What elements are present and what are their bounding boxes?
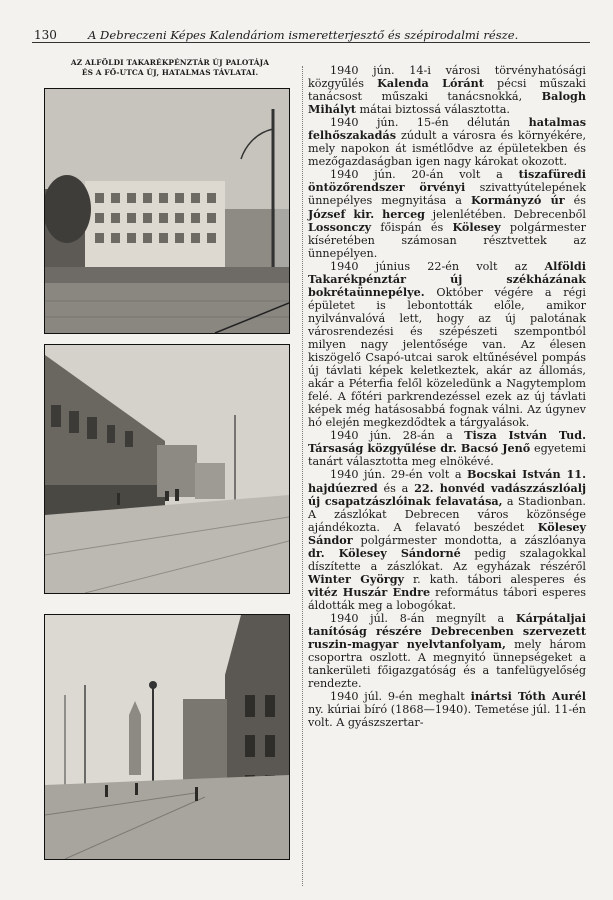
entry-bold-text: Kormányzó úr bbox=[470, 193, 565, 208]
entry-text: zúdult a városra és környékére, mely napokon át ismétlődve az épületekben és mezőgazdaságban igen nagy károkat okozott. bbox=[308, 129, 586, 169]
photo-main-street bbox=[44, 344, 290, 594]
entry-bold-text: Kölesey Sándor bbox=[308, 519, 586, 547]
entry-bold-text: vitéz Huszár Endre bbox=[308, 584, 431, 599]
entry-bold-text: inártsi Tóth Aurél bbox=[470, 689, 586, 704]
entry-text: 1940 jún. 15-én délután bbox=[330, 116, 529, 130]
entry-text: 1940 jún. 29-én volt a bbox=[330, 468, 467, 482]
entry-bold-text: Alföldi Takarékpénztár új székházának bokrétaünnepélye. bbox=[308, 258, 586, 299]
chronicle-entry bbox=[308, 168, 586, 259]
entry-bold-text: Tisza István Tud. Társaság közgyűlése dr. Bacsó Jenő bbox=[308, 428, 586, 456]
entry-text: és bbox=[564, 194, 586, 208]
photo-caption-line-1: AZ ALFÖLDI TAKARÉKPÉNZTÁR ÚJ PALOTÁJA bbox=[70, 58, 270, 67]
chronicle-entry bbox=[308, 612, 586, 690]
entry-text: ny. kúriai bíró (1868—1940). Temetése júl. 11-én volt. A gyászszertar- bbox=[308, 703, 586, 730]
entry-text: 1940 júl. 8-án megnyílt a bbox=[330, 611, 516, 625]
chronicle-entries bbox=[308, 64, 586, 729]
chronicle-entry bbox=[308, 690, 586, 729]
entry-bold-text: Bocskai István 11. hajdúezred bbox=[308, 467, 586, 495]
entry-text: Október végére a régi épületet is lebontották előle, amikor nyilvánvalóvá lett, hogy az új palotának városrendezési és szépészeti szempontból milyen nagy jelentősége van. Az élesen kiszögelő Csapó-utcai sarok eltűnésével pompás új távlati képek keletkeztek, akár az állomás, akár a Péterfia felől közeledünk a Nagytemplom felé. A főtéri parkrendezéssel ezek az új távlati képek még hatásosabbá fognak válni. Az úgynev hó elején megkezdődtek a tárgyalások. bbox=[308, 285, 586, 430]
entry-bold-text: Balogh Mihályt bbox=[308, 89, 586, 117]
entry-text: 1940 június 22-én volt az bbox=[330, 259, 545, 273]
page-number: 130 bbox=[34, 28, 57, 42]
entry-text: főispán és bbox=[371, 220, 453, 234]
photo-new-palace bbox=[44, 88, 290, 334]
entry-bold-text: hatalmas felhőszakadás bbox=[308, 115, 586, 143]
entry-text: református tábori esperes áldották meg a lobogókat. bbox=[308, 585, 586, 612]
entry-bold-text: Kárpátaljai tanítóság részére Debrecenben szervezett ruszin-magyar nyelvtanfolyam, bbox=[308, 610, 586, 652]
entry-bold-text: Winter György bbox=[308, 571, 405, 586]
entry-text: a Stadionban. A zászlókat Debrecen város közönsége ajándékozta. A felavató beszédet bbox=[308, 494, 586, 534]
entry-text: polgármester mondotta, a zászlóanya bbox=[352, 533, 586, 547]
entry-text: 1940 jún. 20-án volt a bbox=[330, 168, 519, 182]
entry-bold-text: József kir. herceg bbox=[308, 206, 426, 221]
photo-column bbox=[44, 58, 296, 78]
entry-text: mely három csoportra oszlott. A megnyitó ünnepségeket a tankerületi főigazgatóság és a tanfelügyelőség rendezte. bbox=[308, 638, 586, 691]
entry-bold-text: 22. honvéd vadászzászlóalj új csapatzászlóinak felavatása, bbox=[308, 480, 586, 508]
entry-text: 1940 jún. 14-i városi törvényhatósági közgyűlés bbox=[308, 64, 586, 91]
entry-text: szivattyútelepének ünnepélyes megnyitása a bbox=[308, 181, 586, 208]
entry-text: polgármester kíséretében számosan résztvettek az ünnepélyen. bbox=[308, 220, 586, 260]
entry-text: pécsi műszaki tanácsost műszaki tanácsnokká, bbox=[308, 77, 587, 104]
entry-text: egyetemi tanárt választotta meg elnökévé. bbox=[308, 442, 586, 469]
photo-street-with-lamps bbox=[44, 614, 290, 860]
entry-text: jelenlétében. Debrecenből bbox=[425, 207, 586, 221]
chronicle-entry bbox=[308, 116, 586, 168]
chronicle-entry bbox=[308, 260, 586, 430]
entry-text: 1940 jún. 28-án a bbox=[330, 429, 465, 443]
entry-text: r. kath. tábori alesperes és bbox=[404, 572, 586, 586]
running-title: A Debreczeni Képes Kalendáriom ismeretterjesztő és szépirodalmi része. bbox=[88, 28, 519, 42]
entry-bold-text: Kölesey bbox=[452, 219, 501, 234]
entry-bold-text: dr. Kölesey Sándorné bbox=[308, 545, 461, 560]
photo-caption-line-2: ÉS A FŐ-UTCA ÚJ, HATALMAS TÁVLATAI. bbox=[81, 68, 259, 77]
entry-bold-text: Lossonczy bbox=[308, 219, 372, 234]
entry-bold-text: Kalenda Lóránt bbox=[377, 76, 484, 91]
column-divider bbox=[302, 66, 303, 886]
chronicle-entry bbox=[308, 64, 586, 116]
entry-text: pedig szalagokkal díszítette a zászlókat. Az egyházak részéről bbox=[308, 546, 586, 573]
chronicle-entry bbox=[308, 429, 586, 468]
entry-text: és a bbox=[377, 481, 415, 495]
header-rule bbox=[32, 42, 590, 43]
entry-text: 1940 júl. 9-én meghalt bbox=[330, 690, 471, 704]
entry-text: mátai biztossá választotta. bbox=[355, 103, 510, 117]
entry-bold-text: tiszafüredi öntözőrendszer örvényi bbox=[308, 167, 586, 195]
chronicle-entry bbox=[308, 468, 586, 612]
